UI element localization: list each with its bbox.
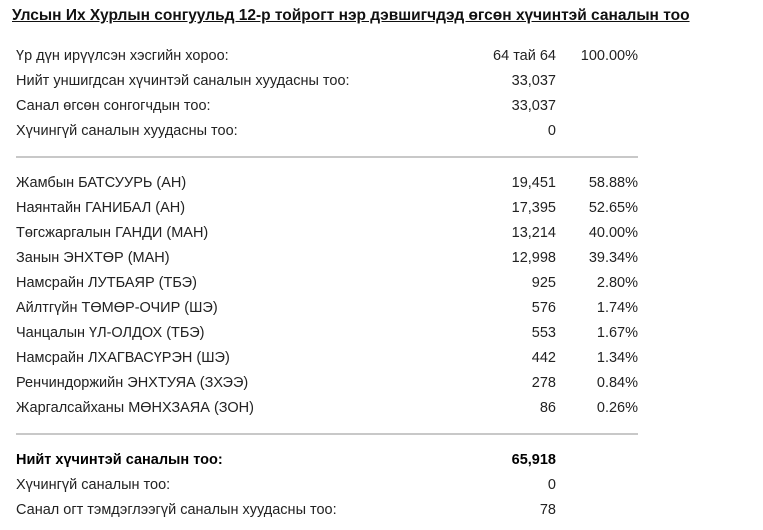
row-label: Хүчингүй саналын хуудасны тоо: xyxy=(16,123,238,139)
candidate-row xyxy=(16,371,638,396)
candidate-percent: 39.34% xyxy=(588,250,638,266)
candidate-row xyxy=(16,246,638,271)
candidate-row xyxy=(16,196,638,221)
results-table xyxy=(16,44,638,523)
row-label: Нийт хүчинтэй саналын тоо: xyxy=(16,452,223,468)
candidate-percent: 58.88% xyxy=(588,175,638,191)
summary-row xyxy=(16,94,638,119)
section-divider xyxy=(16,156,638,158)
candidate-votes: 553 xyxy=(531,325,556,341)
row-label: Нийт уншигдсан хүчинтэй саналын хуудасны тоо: xyxy=(16,73,350,89)
candidate-votes: 442 xyxy=(531,350,556,366)
candidate-percent: 1.74% xyxy=(596,300,638,316)
candidate-name: Жамбын БАТСУУРЬ (АН) xyxy=(16,175,187,191)
section-divider xyxy=(16,433,638,435)
candidate-name: Чанцалын ҮЛ-ОЛДОХ (ТБЭ) xyxy=(16,325,205,341)
summary-row xyxy=(16,44,638,69)
row-label: Санал өгсөн сонгогчдын тоо: xyxy=(16,98,211,114)
candidate-row xyxy=(16,221,638,246)
row-label: Хүчингүй саналын тоо: xyxy=(16,477,171,493)
row-value: 0 xyxy=(547,477,556,493)
candidate-percent: 40.00% xyxy=(588,225,638,241)
row-value: 78 xyxy=(539,502,556,518)
candidate-name: Занын ЭНХТӨР (МАН) xyxy=(16,250,170,266)
candidate-votes: 576 xyxy=(531,300,556,316)
candidates-section xyxy=(16,171,638,421)
row-value: 65,918 xyxy=(511,452,556,468)
row-label: Санал огт тэмдэглээгүй саналын хуудасны тоо: xyxy=(16,502,337,518)
totals-section xyxy=(16,448,638,523)
row-label: Үр дүн ирүүлсэн хэсгийн хороо: xyxy=(16,48,229,64)
candidate-name: Наянтайн ГАНИБАЛ (АН) xyxy=(16,200,186,216)
candidate-row xyxy=(16,271,638,296)
invalid-votes-row xyxy=(16,473,638,498)
row-percent: 100.00% xyxy=(580,48,638,64)
candidate-name: Жаргалсайханы МӨНХЗАЯА (ЗОН) xyxy=(16,400,254,416)
candidate-percent: 52.65% xyxy=(588,200,638,216)
total-valid-votes-row xyxy=(16,448,638,473)
candidate-percent: 1.34% xyxy=(596,350,638,366)
summary-section xyxy=(16,44,638,144)
candidate-name: Төгсжаргалын ГАНДИ (МАН) xyxy=(16,225,209,241)
summary-row xyxy=(16,119,638,144)
candidate-row xyxy=(16,171,638,196)
candidate-percent: 0.84% xyxy=(596,375,638,391)
row-value: 0 xyxy=(547,123,556,139)
candidate-votes: 86 xyxy=(539,400,556,416)
row-value: 33,037 xyxy=(511,98,556,114)
candidate-votes: 925 xyxy=(531,275,556,291)
candidate-name: Ренчиндоржийн ЭНХТУЯА (ЗХЭЭ) xyxy=(16,375,249,391)
candidate-name: Айлтгүйн ТӨМӨР-ОЧИР (ШЭ) xyxy=(16,300,218,316)
candidate-votes: 13,214 xyxy=(511,225,556,241)
row-value: 64 тай 64 xyxy=(493,48,556,64)
candidate-votes: 12,998 xyxy=(511,250,556,266)
row-value: 33,037 xyxy=(511,73,556,89)
candidate-name: Намсрайн ЛУТБАЯР (ТБЭ) xyxy=(16,275,197,291)
candidate-votes: 17,395 xyxy=(511,200,556,216)
unmarked-ballots-row xyxy=(16,498,638,523)
candidate-row xyxy=(16,346,638,371)
candidate-percent: 1.67% xyxy=(596,325,638,341)
candidate-name: Намсрайн ЛХАГВАСҮРЭН (ШЭ) xyxy=(16,350,230,366)
candidate-votes: 19,451 xyxy=(511,175,556,191)
summary-row xyxy=(16,69,638,94)
candidate-percent: 2.80% xyxy=(596,275,638,291)
candidate-percent: 0.26% xyxy=(596,400,638,416)
candidate-row xyxy=(16,396,638,421)
page-title: Улсын Их Хурлын сонгуульд 12-р тойрогт нэр дэвшигчдэд өгсөн хүчинтэй саналын тоо xyxy=(12,7,690,24)
candidate-row xyxy=(16,321,638,346)
candidate-votes: 278 xyxy=(531,375,556,391)
candidate-row xyxy=(16,296,638,321)
